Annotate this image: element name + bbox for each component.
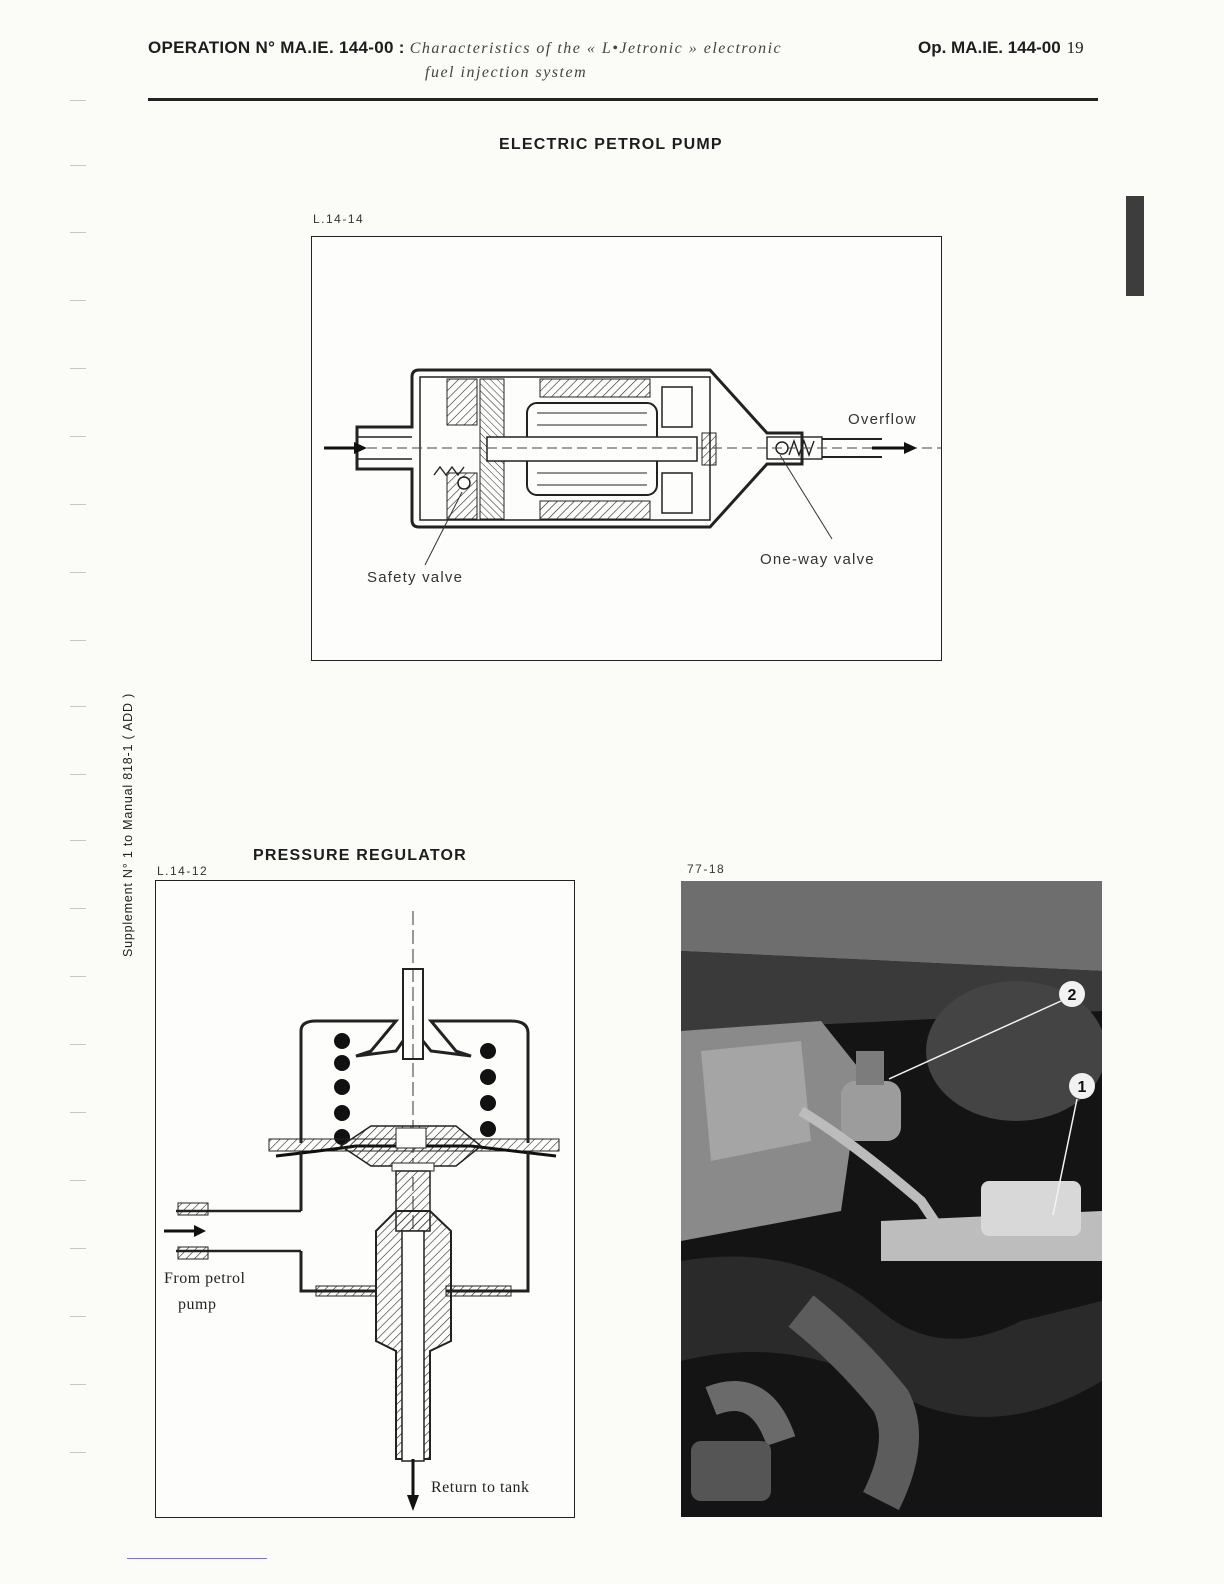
engine-photo-illustration (681, 881, 1102, 1517)
page-number: 19 (1066, 38, 1084, 57)
engine-photo (681, 881, 1102, 1517)
label-one-way-valve: One-way valve (760, 551, 875, 568)
supplement-note: Supplement N° 1 to Manual 818-1 ( ADD ) (121, 692, 135, 958)
section-tab-marker (1126, 196, 1144, 296)
label-from-petrol: From petrol (164, 1270, 246, 1287)
callout-1 (1069, 1073, 1095, 1099)
pump-diagram-frame (311, 236, 942, 661)
callout-1-number: 1 (1077, 1079, 1087, 1096)
pump-figure-ref: L.14-14 (313, 212, 365, 226)
label-return-to-tank: Return to tank (431, 1479, 530, 1496)
op-reference: Op. MA.IE. 144-00 (918, 38, 1061, 57)
header-rule (148, 98, 1098, 101)
label-pump: pump (178, 1296, 217, 1313)
pump-title: ELECTRIC PETROL PUMP (499, 136, 723, 153)
operation-label: OPERATION N° MA.IE. 144-00 : (148, 38, 405, 57)
regulator-figure-ref: L.14-12 (157, 864, 209, 878)
operation-subject-line2: fuel injection system (425, 64, 588, 81)
footer-underline (127, 1558, 267, 1559)
callout-2 (1059, 981, 1085, 1007)
label-overflow: Overflow (848, 411, 917, 428)
regulator-diagram (156, 881, 574, 1517)
regulator-diagram-frame (155, 880, 575, 1518)
operation-subject: Characteristics of the « L•Jetronic » electronic (409, 40, 783, 57)
header-op-ref (918, 38, 1084, 58)
regulator-title: PRESSURE REGULATOR (253, 847, 467, 864)
pump-diagram (312, 237, 941, 660)
label-safety-valve: Safety valve (367, 569, 464, 586)
header-operation (148, 38, 782, 58)
photo-figure-ref: 77-18 (687, 862, 726, 876)
callout-2-number: 2 (1067, 987, 1077, 1004)
